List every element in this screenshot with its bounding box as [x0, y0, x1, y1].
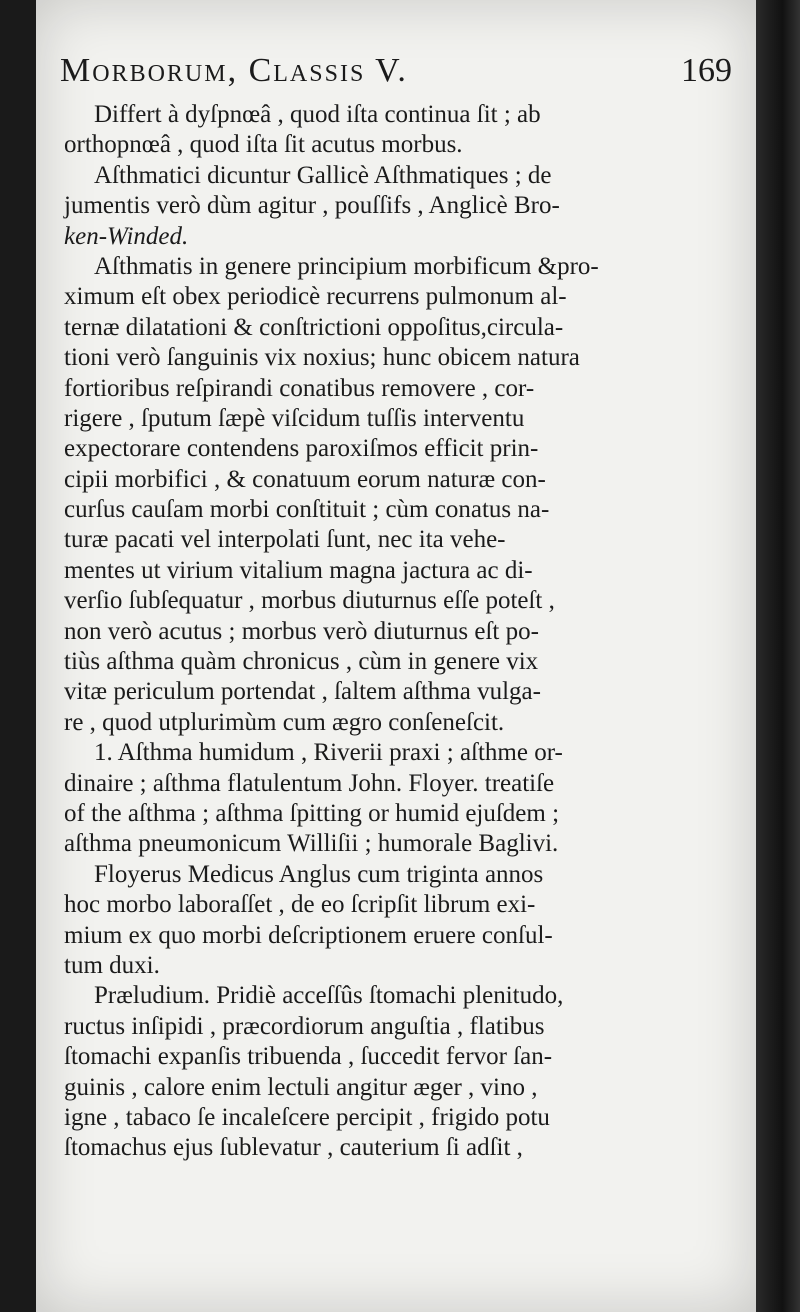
line-text: mentes ut virium vitalium magna jactura ac di-	[64, 556, 533, 584]
text-line	[64, 799, 728, 829]
line-text: 1. Aſthma humidum , Riverii praxi ; aſthme or-	[94, 739, 563, 767]
text-line	[64, 1073, 728, 1103]
line-text: tiùs aſthma quàm chronicus , cùm in genere vix	[64, 648, 539, 676]
text-line	[64, 191, 728, 221]
line-text: ken-Winded.	[64, 222, 189, 250]
text-line	[64, 343, 728, 373]
text-line	[64, 981, 728, 1011]
line-text: non verò acutus ; morbus verò diuturnus eſt po-	[64, 617, 539, 645]
line-text: ructus inſipidi , præcordiorum anguſtia , flatibus	[64, 1012, 545, 1040]
line-text: Aſthmatis in genere principium morbificum &pro-	[94, 252, 599, 280]
text-line	[64, 222, 728, 252]
text-line	[64, 708, 728, 738]
line-text: rigere , ſputum ſæpè viſcidum tuſſis interventu	[64, 404, 525, 432]
line-text: Præludium. Pridiè acceſſûs ſtomachi plenitudo,	[94, 982, 564, 1010]
line-text: Differt à dyſpnœâ , quod iſta continua ſit ; ab	[94, 101, 541, 128]
text-line	[64, 161, 728, 191]
line-text: mium ex quo morbi deſcriptionem eruere conſul-	[64, 921, 553, 949]
line-text: fortioribus reſpirandi conatibus removere , cor-	[64, 374, 535, 402]
text-line	[64, 1133, 728, 1163]
line-text: aſthma pneumonicum Williſii ; humorale Baglivi.	[64, 830, 559, 858]
page-edge-shadow	[756, 0, 800, 1312]
line-text: dinaire ; aſthma flatulentum John. Floyer. treatiſe	[64, 769, 555, 797]
text-line	[64, 738, 728, 768]
text-line	[64, 1103, 728, 1133]
body-text	[64, 100, 728, 1164]
line-text: tioni verò ſanguinis vix noxius; hunc obicem natura	[64, 344, 580, 372]
line-text: ſtomachi expanſis tribuenda , ſuccedit fervor ſan-	[64, 1043, 553, 1071]
text-line	[64, 404, 728, 434]
text-line	[64, 617, 728, 647]
line-text: tum duxi.	[64, 951, 160, 979]
text-line	[64, 282, 728, 312]
text-line	[64, 100, 728, 130]
line-text: re , quod utplurimùm cum ægro conſeneſcit.	[64, 708, 505, 736]
line-text: expectorare contendens paroxiſmos efficit prin-	[64, 435, 539, 463]
text-line	[64, 860, 728, 890]
line-text: vitæ periculum portendat , ſaltem aſthma vulga-	[64, 678, 541, 706]
text-line	[64, 586, 728, 616]
text-line	[64, 252, 728, 282]
line-text: curſus cauſam morbi conſtituit ; cùm conatus na-	[64, 496, 550, 524]
line-text: jumentis verò dùm agitur , pouſſifs , Anglicè Bro-	[64, 192, 560, 220]
text-line	[64, 374, 728, 404]
line-text: igne , tabaco ſe incaleſcere percipit , frigido potu	[64, 1103, 550, 1131]
text-line	[64, 1012, 728, 1042]
line-text: Floyerus Medicus Anglus cum triginta annos	[94, 860, 544, 888]
text-line	[64, 465, 728, 495]
line-text: cipii morbifici , & conatuum eorum naturæ con-	[64, 465, 546, 493]
running-header	[60, 52, 732, 104]
text-line	[64, 130, 728, 160]
text-line	[64, 677, 728, 707]
text-line	[64, 495, 728, 525]
line-text: guinis , calore enim lectuli angitur æger , vino ,	[64, 1073, 538, 1101]
line-text: of the aſthma ; aſthma ſpitting or humid ejuſdem ;	[64, 799, 560, 827]
text-line	[64, 921, 728, 951]
page-number: 169	[681, 52, 732, 89]
line-text: Aſthmatici dicuntur Gallicè Aſthmatiques ; de	[94, 161, 552, 189]
line-text: ſtomachus ejus ſublevatur , cauterium ſi adſit ,	[64, 1134, 523, 1162]
running-title: Morborum, Classis V.	[60, 52, 408, 89]
line-text: verſio ſubſequatur , morbus diuturnus eſſe poteſt ,	[64, 587, 555, 615]
text-line	[64, 647, 728, 677]
text-line	[64, 890, 728, 920]
text-line	[64, 951, 728, 981]
line-text: hoc morbo laboraſſet , de eo ſcripſit librum exi-	[64, 891, 536, 919]
text-line	[64, 829, 728, 859]
line-text: ternæ dilatationi & conſtrictioni oppoſitus,circula-	[64, 313, 564, 341]
line-text: orthopnœâ , quod iſta ſit acutus morbus.	[64, 131, 463, 159]
text-line	[64, 1042, 728, 1072]
text-line	[64, 434, 728, 464]
text-line	[64, 313, 728, 343]
text-line	[64, 556, 728, 586]
text-line	[64, 525, 728, 555]
line-text: turæ pacati vel interpolati ſunt, nec ita vehe-	[64, 526, 506, 554]
line-text: ximum eſt obex periodicè recurrens pulmonum al-	[64, 283, 567, 311]
text-line	[64, 769, 728, 799]
